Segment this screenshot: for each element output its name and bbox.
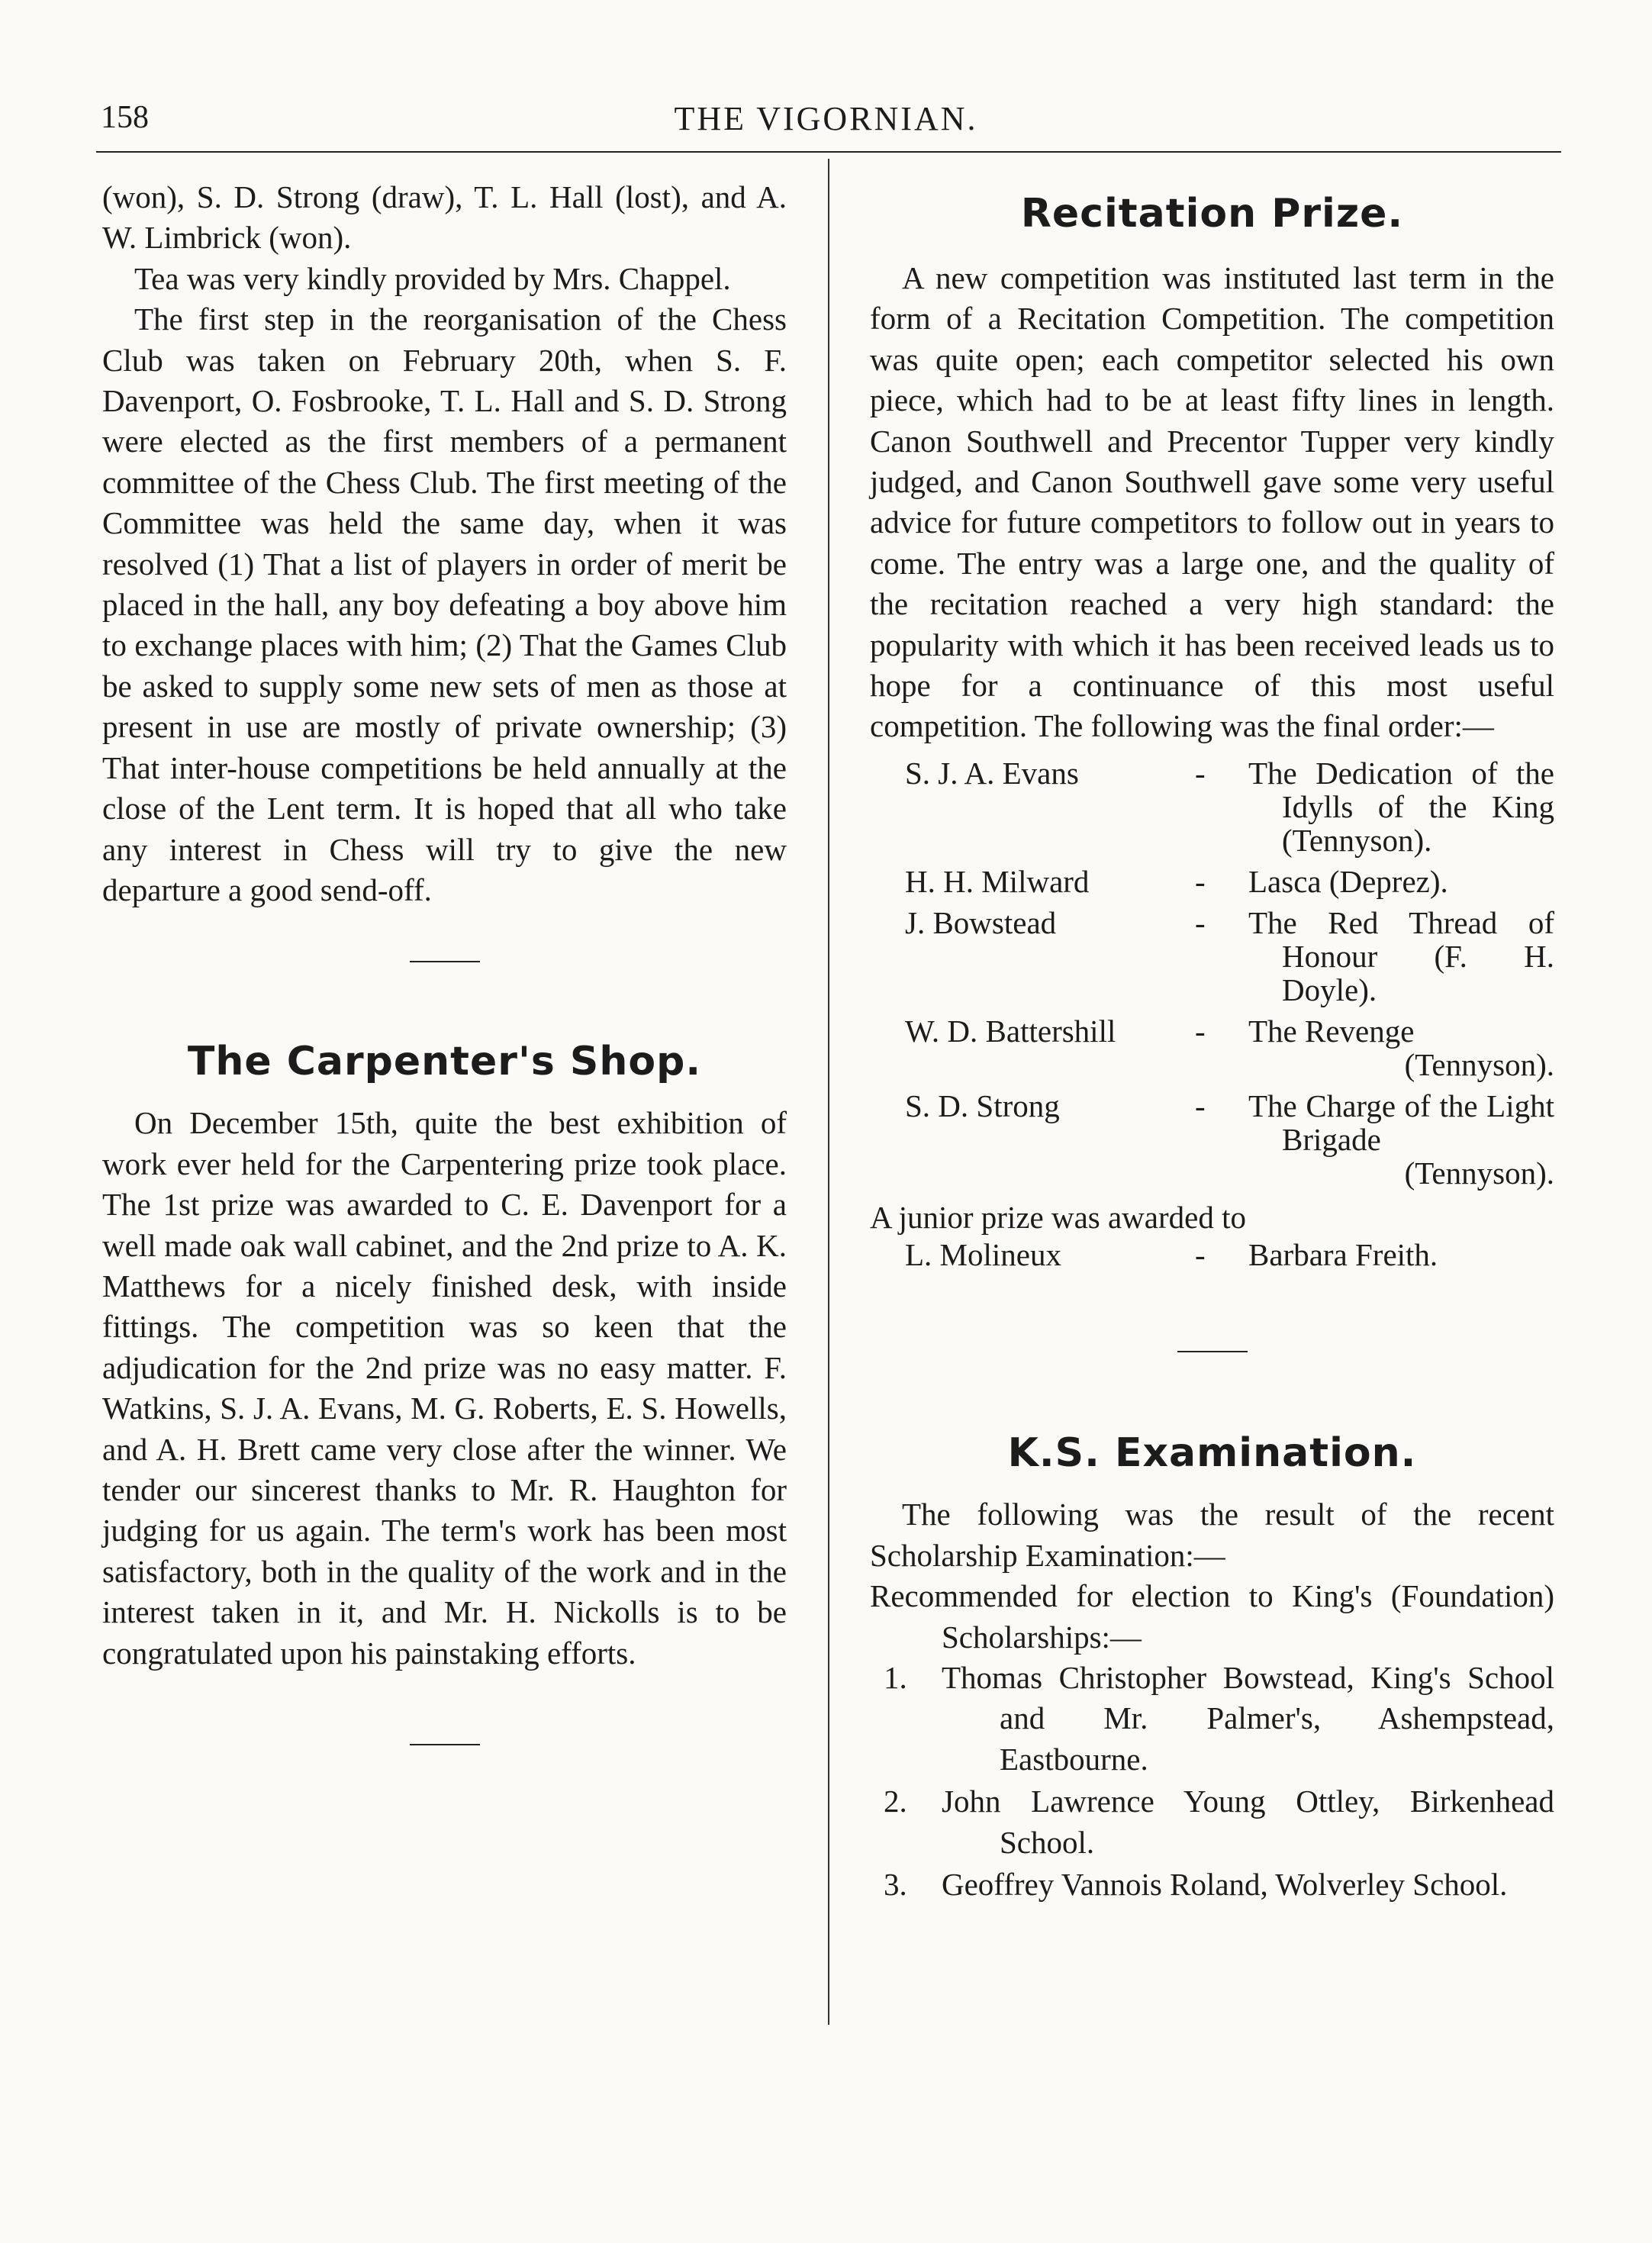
recitation-piece: Lasca (Deprez).: [1248, 863, 1448, 899]
list-number: 3.: [884, 1866, 907, 1902]
recitation-piece: Barbara Freith.: [1248, 1237, 1438, 1273]
competitor-name: L. Molineux: [905, 1237, 1061, 1273]
competitor-name: J. Bowstead: [905, 904, 1057, 940]
dash: -: [1195, 904, 1206, 940]
list-number: 1.: [884, 1659, 907, 1695]
dash: -: [1195, 755, 1206, 791]
junior-prize-table: [870, 1238, 1554, 1271]
ks-recommended: Recommended for election to King's (Foundation) Scholarships:—: [870, 1578, 1554, 1655]
dash: -: [1195, 863, 1206, 899]
header-rule: [96, 151, 1561, 153]
table-row: [870, 756, 1554, 865]
competitor-name: H. H. Milward: [905, 863, 1090, 899]
running-title: THE VIGORNIAN.: [674, 100, 978, 137]
scholar-list: [870, 1658, 1554, 1905]
competitor-name: S. D. Strong: [905, 1088, 1060, 1123]
list-item: [870, 1658, 1554, 1780]
chess-paragraph: (won), S. D. Strong (draw), T. L. Hall (lost), and A. W. Limbrick (won).: [102, 179, 787, 256]
table-row: [870, 865, 1554, 906]
right-column: [870, 177, 1554, 1906]
section-divider: [410, 1744, 480, 1745]
list-item: [870, 1864, 1554, 1905]
chess-paragraph: The first step in the reorganisation of the Chess Club was taken on February 20th, when S. F. Davenport, O. Fosbrooke, T. L. Hall and S. D. Strong were elected as the first members of a permanent committee of the Chess Club. The first meeting of the Committee was held the same day, when it was resolved (1) That a list of players in order of merit be placed in the hall, any boy defeating a boy above him to exchange places with him; (2) That the Games Club be asked to supply some new sets of men as those at present in use are mostly of private ownership; (3) That inter-house competitions be held annually at the close of the Lent term. It is hoped that all who take any interest in Chess will try to give the new departure a good send-off.: [102, 301, 787, 907]
recitation-piece: The Red Thread of Honour (F. H. Doyle).: [1248, 904, 1554, 1007]
scholar-entry: Thomas Christopher Bowstead, King's School and Mr. Palmer's, Ashempstead, Eastbourne.: [942, 1659, 1554, 1777]
recitation-paragraph: A new competition was instituted last term in the form of a Recitation Competition. The competition was quite open; each competitor selected his own piece, which had to be at least fifty lines in length. Canon Southwell and Precentor Tupper very kindly judged, and Canon Southwell gave some very useful advice for future competitors to follow out in years to come. The entry was a large one, and the quality of the recitation reached a very high standard: the popularity with which it has been received leads us to hope for a continuance of this most useful competition. The following was the final order:—: [870, 260, 1554, 744]
ks-examination-heading: K.S. Examination.: [1007, 1430, 1417, 1477]
table-row: [870, 1238, 1554, 1271]
scholar-entry: John Lawrence Young Ottley, Birkenhead School.: [942, 1784, 1554, 1860]
table-row: [870, 1014, 1554, 1089]
chess-paragraph: Tea was very kindly provided by Mrs. Chappel.: [134, 260, 731, 296]
recitation-prize-heading: Recitation Prize.: [1020, 191, 1404, 237]
recitation-piece: The Charge of the Light Brigade: [1248, 1088, 1554, 1157]
carpenters-paragraph: On December 15th, quite the best exhibition of work ever held for the Carpentering prize took place. The 1st prize was awarded to C. E. Davenport for a well made oak wall cabinet, and the 2nd prize to A. K. Matthews for a nicely finished desk, with inside fittings. The competition was so keen that the adjudication for the 2nd prize was no easy matter. F. Watkins, S. J. A. Evans, M. G. Roberts, E. S. Howells, and A. H. Brett came very close after the winner. We tender our sincerest thanks to Mr. R. Haughton for judging for us again. The term's work has been most satisfactory, both in the quality of the work and in the interest taken in it, and Mr. H. Nickolls is to be congratulated upon his painstaking efforts.: [102, 1105, 787, 1671]
recitation-piece-author: (Tennyson).: [1404, 1046, 1554, 1082]
junior-prize-intro: A junior prize was awarded to: [870, 1199, 1246, 1235]
table-row: [870, 1089, 1554, 1197]
competitor-name: W. D. Battershill: [905, 1013, 1116, 1049]
ks-intro: The following was the result of the recent Scholarship Examination:—: [870, 1497, 1554, 1573]
list-number: 2.: [884, 1784, 907, 1819]
dash: -: [1195, 1013, 1206, 1049]
carpenters-shop-heading: The Carpenter's Shop.: [187, 1039, 702, 1085]
final-order-table: [870, 756, 1554, 1197]
dash: -: [1195, 1237, 1206, 1273]
column-rule: [828, 159, 829, 2025]
recitation-piece-author: (Tennyson).: [1404, 1155, 1554, 1191]
competitor-name: S. J. A. Evans: [905, 755, 1079, 791]
scholar-entry: Geoffrey Vannois Roland, Wolverley School.: [942, 1866, 1508, 1902]
left-column: [102, 177, 787, 1745]
list-item: [870, 1781, 1554, 1863]
table-row: [870, 906, 1554, 1014]
dash: -: [1195, 1088, 1206, 1123]
page-number: 158: [101, 100, 149, 135]
recitation-piece: The Dedication of the Idylls of the King (Tennyson).: [1248, 755, 1554, 858]
recitation-piece: The Revenge: [1248, 1013, 1415, 1049]
